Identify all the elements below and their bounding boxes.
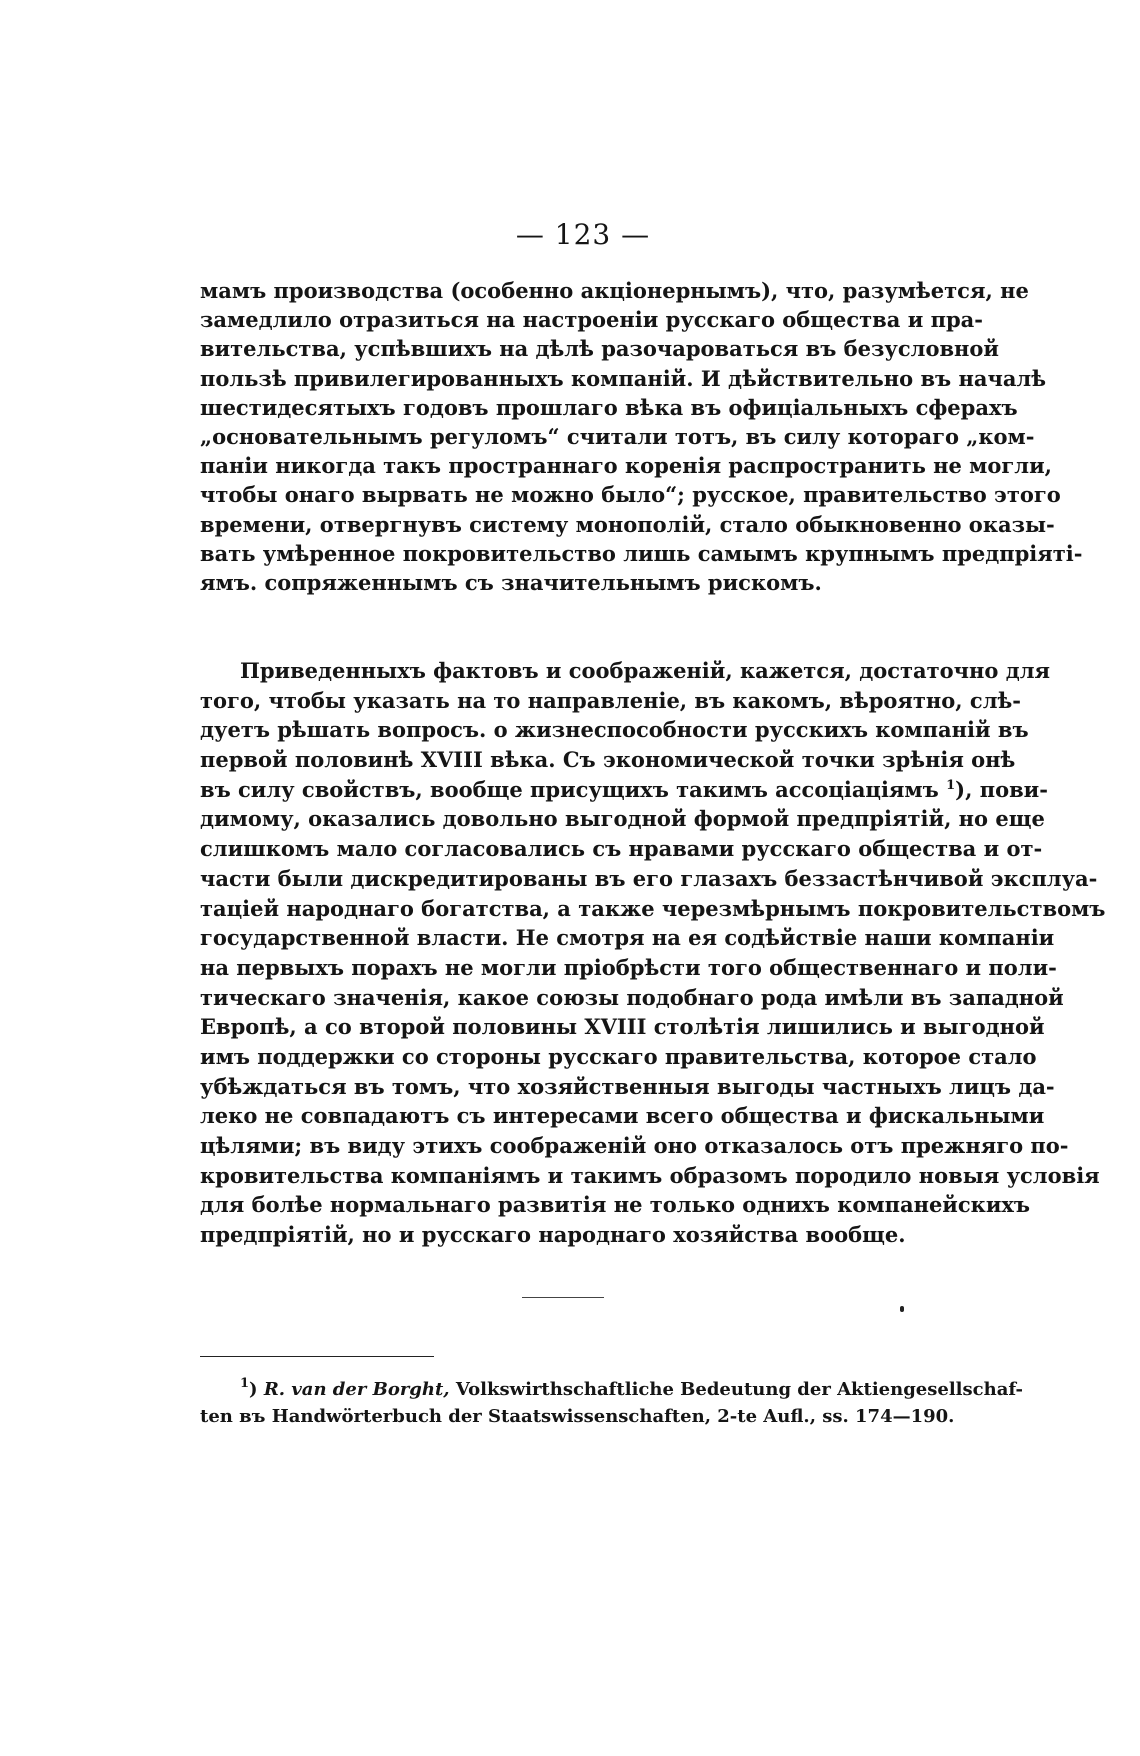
text-line: паніи никогда такъ пространнаго коренія распространить не могли,: [200, 453, 1052, 479]
ink-dot: [900, 1306, 904, 1312]
page-number: — 123 —: [515, 218, 651, 251]
text-line: времени, отвергнувъ систему монополій, стало обыкновенно оказы-: [200, 511, 1055, 537]
text-line: цѣлями; въ виду этихъ соображеній оно отказалось отъ прежняго по-: [200, 1133, 1069, 1158]
text-line: Приведенныхъ фактовъ и соображеній, кажется, достаточно для: [240, 658, 1051, 683]
text-line: ямъ. сопряженнымъ съ значительнымъ рискомъ.: [200, 569, 822, 595]
footnote-marker: 1: [240, 1376, 250, 1391]
section-separator: [522, 1297, 604, 1298]
text-fragment: ), пови-: [955, 776, 1048, 802]
text-line: на первыхъ порахъ не могли пріобрѣсти того общественнаго и поли-: [200, 954, 1057, 980]
text-line: государственной власти. Не смотря на ея содѣйствіе наши компаніи: [200, 925, 1055, 951]
paragraph-1: [200, 276, 1083, 597]
footnote-text: Volkswirthschaftliche Bedeutung der Aktiengesellschaf-: [455, 1379, 1023, 1400]
text-line: тическаго значенія, какое союзы подобнаго рода имѣли въ западной: [200, 984, 1064, 1010]
text-line: Европѣ, а со второй половины XVIII столѣтія лишились и выгодной: [200, 1014, 1045, 1040]
text-line-with-footnote-ref: [200, 775, 1048, 805]
footnote-line: $^1$) R. van der Borght, Volkswirthschaftliche Bedeutung der Aktiengesellschaf-: [240, 1376, 1023, 1400]
text-line: части были дискредитированы въ его глазахъ беззастѣнчивой эксплуа-: [200, 865, 1098, 891]
text-line: убѣждаться въ томъ, что хозяйственныя выгоды частныхъ лицъ да-: [200, 1073, 1055, 1099]
text-line: слишкомъ мало согласовались съ нравами русскаго общества и от-: [200, 836, 1043, 862]
text-line: имъ поддержки со стороны русскаго правительства, которое стало: [200, 1043, 1037, 1069]
text-line: димому, оказались довольно выгодной формой предпріятій, но еще: [200, 806, 1045, 832]
text-line: шестидесятыхъ годовъ прошлаго вѣка въ офиціальныхъ сферахъ: [200, 394, 1018, 420]
footnote: [200, 1376, 1023, 1430]
footnote-rule: [200, 1356, 434, 1357]
footnote-author: R. van der Borght,: [263, 1379, 450, 1400]
paragraph-2: [200, 656, 1106, 1250]
footnote-line: ten въ Handwörterbuch der Staatswissenschaften, 2-te Aufl., ss. 174—190.: [200, 1406, 955, 1427]
text-line: того, чтобы указать на то направленіе, въ какомъ, вѣроятно, слѣ-: [200, 687, 1021, 713]
text-line: дуетъ рѣшать вопросъ. о жизнеспособности русскихъ компаній въ: [200, 717, 1029, 743]
text-line: таціей народнаго богатства, а также черезмѣрнымъ покровительствомъ: [200, 895, 1106, 921]
text-line: предпріятій, но и русскаго народнаго хозяйства вообще.: [200, 1222, 906, 1248]
text-line: пользѣ привилегированныхъ компаній. И дѣйствительно въ началѣ: [200, 365, 1046, 391]
text-line: леко не совпадаютъ съ интересами всего общества и фискальными: [200, 1103, 1045, 1129]
text-line: замедлило отразиться на настроеніи русскаго общества и пра-: [200, 307, 983, 333]
text-line: первой половинѣ XVIII вѣка. Съ экономической точки зрѣнія онѣ: [200, 747, 1016, 773]
text-fragment: въ силу свойствъ, вообще присущихъ такимъ ассоціаціямъ: [200, 776, 939, 802]
text-line: „основательнымъ регуломъ“ считали тотъ, въ силу котораго „ком-: [200, 423, 1035, 449]
footnote-reference: 1: [946, 777, 956, 793]
text-line: для болѣе нормальнаго развитія не только однихъ компанейскихъ: [200, 1192, 1031, 1218]
text-line: мамъ производства (особенно акціонернымъ), что, разумѣется, не: [200, 278, 1029, 303]
text-line: чтобы онаго вырвать не можно было“; русское, правительство этого: [200, 482, 1061, 508]
text-line: вать умѣренное покровительство лишь самымъ крупнымъ предпріяті-: [200, 540, 1083, 566]
text-line: кровительства компаніямъ и такимъ образомъ породило новыя условія: [200, 1162, 1100, 1188]
text-line: вительства, успѣвшихъ на дѣлѣ разочароваться въ безусловной: [200, 336, 1000, 362]
